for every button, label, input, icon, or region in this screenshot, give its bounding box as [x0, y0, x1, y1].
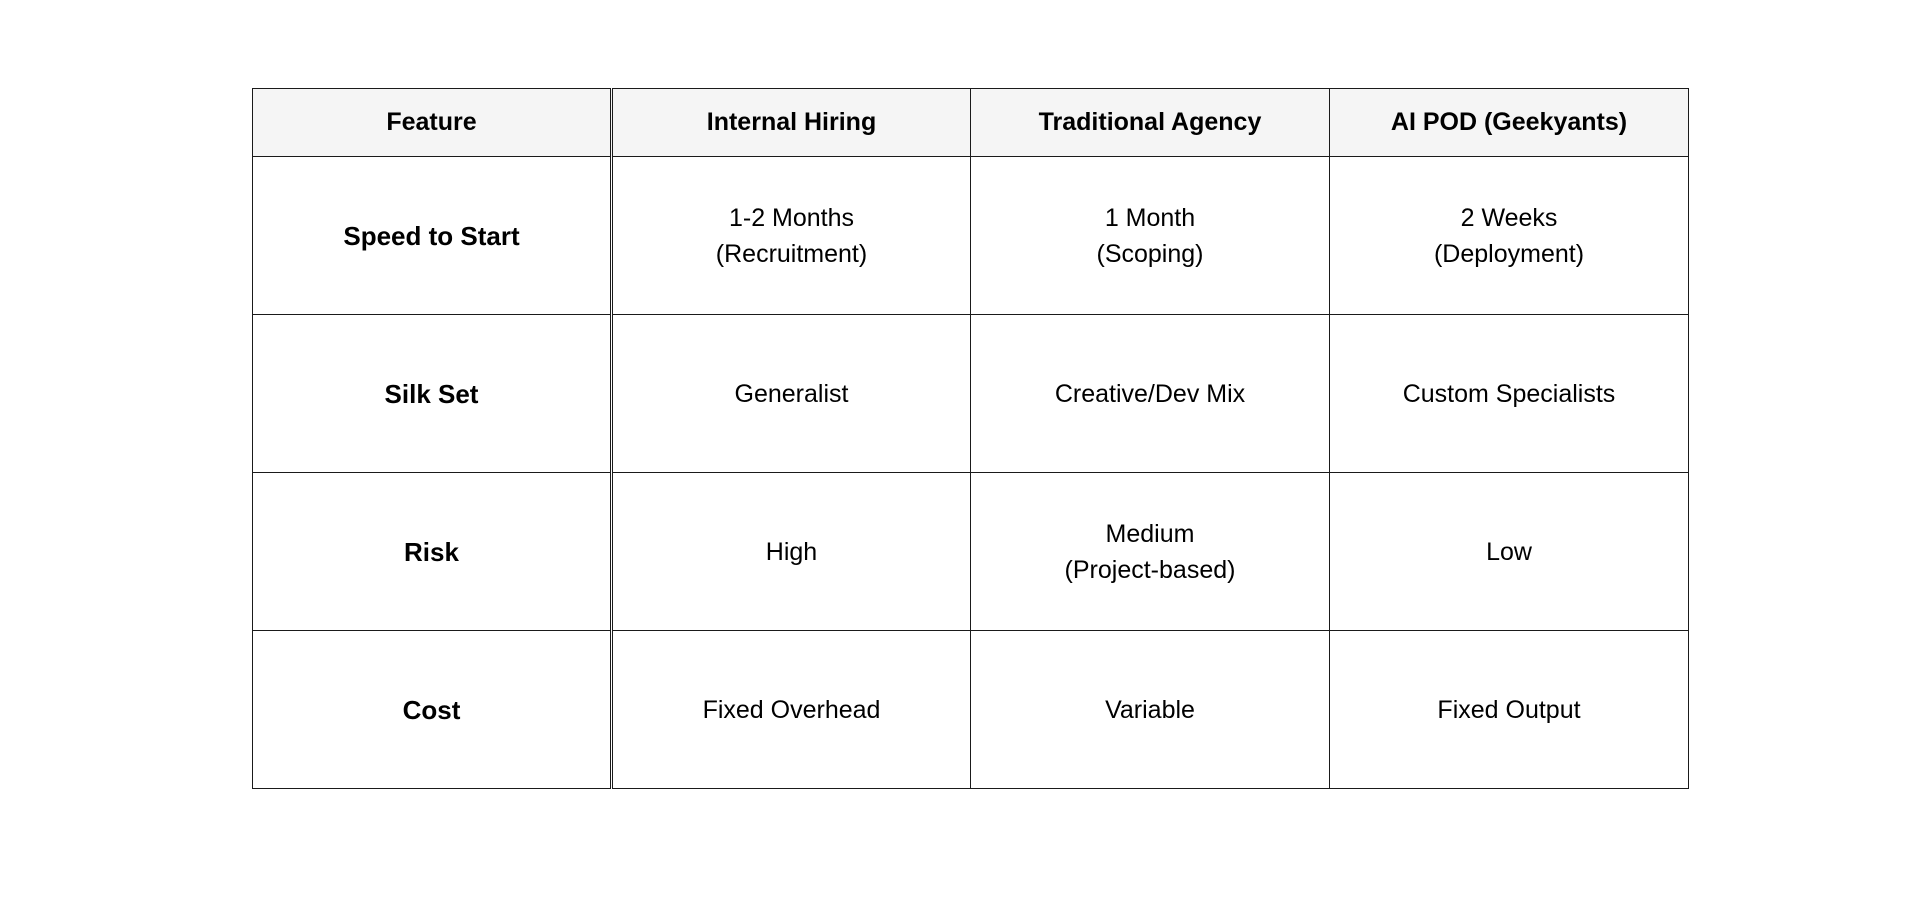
cell-line: (Deployment)	[1433, 239, 1585, 268]
table-cell	[971, 315, 1330, 473]
cell-line: 1 Month	[1104, 203, 1196, 232]
table-cell	[1330, 157, 1689, 315]
table-cell	[1330, 631, 1689, 789]
cell-line: Creative/Dev Mix	[1054, 379, 1246, 408]
table-row	[253, 315, 1689, 473]
table-cell	[612, 473, 971, 631]
table-cell	[612, 631, 971, 789]
header-feature: Feature	[253, 89, 612, 157]
table-cell	[971, 631, 1330, 789]
table-row	[253, 631, 1689, 789]
table-cell	[971, 157, 1330, 315]
cell-line: High	[765, 537, 818, 566]
row-feature-label: Speed to Start	[253, 157, 612, 315]
cell-line: (Project-based)	[1064, 555, 1236, 584]
cell-line: Fixed Output	[1437, 695, 1581, 724]
table-cell	[612, 315, 971, 473]
table-cell	[1330, 473, 1689, 631]
table-row	[253, 473, 1689, 631]
cell-line: (Scoping)	[1096, 239, 1204, 268]
header-traditional-agency: Traditional Agency	[971, 89, 1330, 157]
cell-line: Low	[1486, 537, 1532, 566]
table-row	[253, 157, 1689, 315]
row-feature-label: Cost	[253, 631, 612, 789]
cell-line: Custom Specialists	[1402, 379, 1616, 408]
table-cell	[612, 157, 971, 315]
cell-line: 2 Weeks	[1460, 203, 1558, 232]
table-body	[253, 157, 1689, 789]
row-feature-label: Risk	[253, 473, 612, 631]
header-ai-pod: AI POD (Geekyants)	[1330, 89, 1689, 157]
row-feature-label: Silk Set	[253, 315, 612, 473]
cell-line: Generalist	[734, 379, 849, 408]
cell-line: Medium	[1105, 519, 1195, 548]
table-cell	[971, 473, 1330, 631]
comparison-table	[252, 88, 1689, 789]
header-internal-hiring: Internal Hiring	[612, 89, 971, 157]
cell-line: (Recruitment)	[715, 239, 868, 268]
cell-line: Fixed Overhead	[702, 695, 881, 724]
table-header	[253, 89, 1689, 157]
header-row	[253, 89, 1689, 157]
cell-line: Variable	[1105, 695, 1195, 724]
table-cell	[1330, 315, 1689, 473]
cell-line: 1-2 Months	[728, 203, 855, 232]
